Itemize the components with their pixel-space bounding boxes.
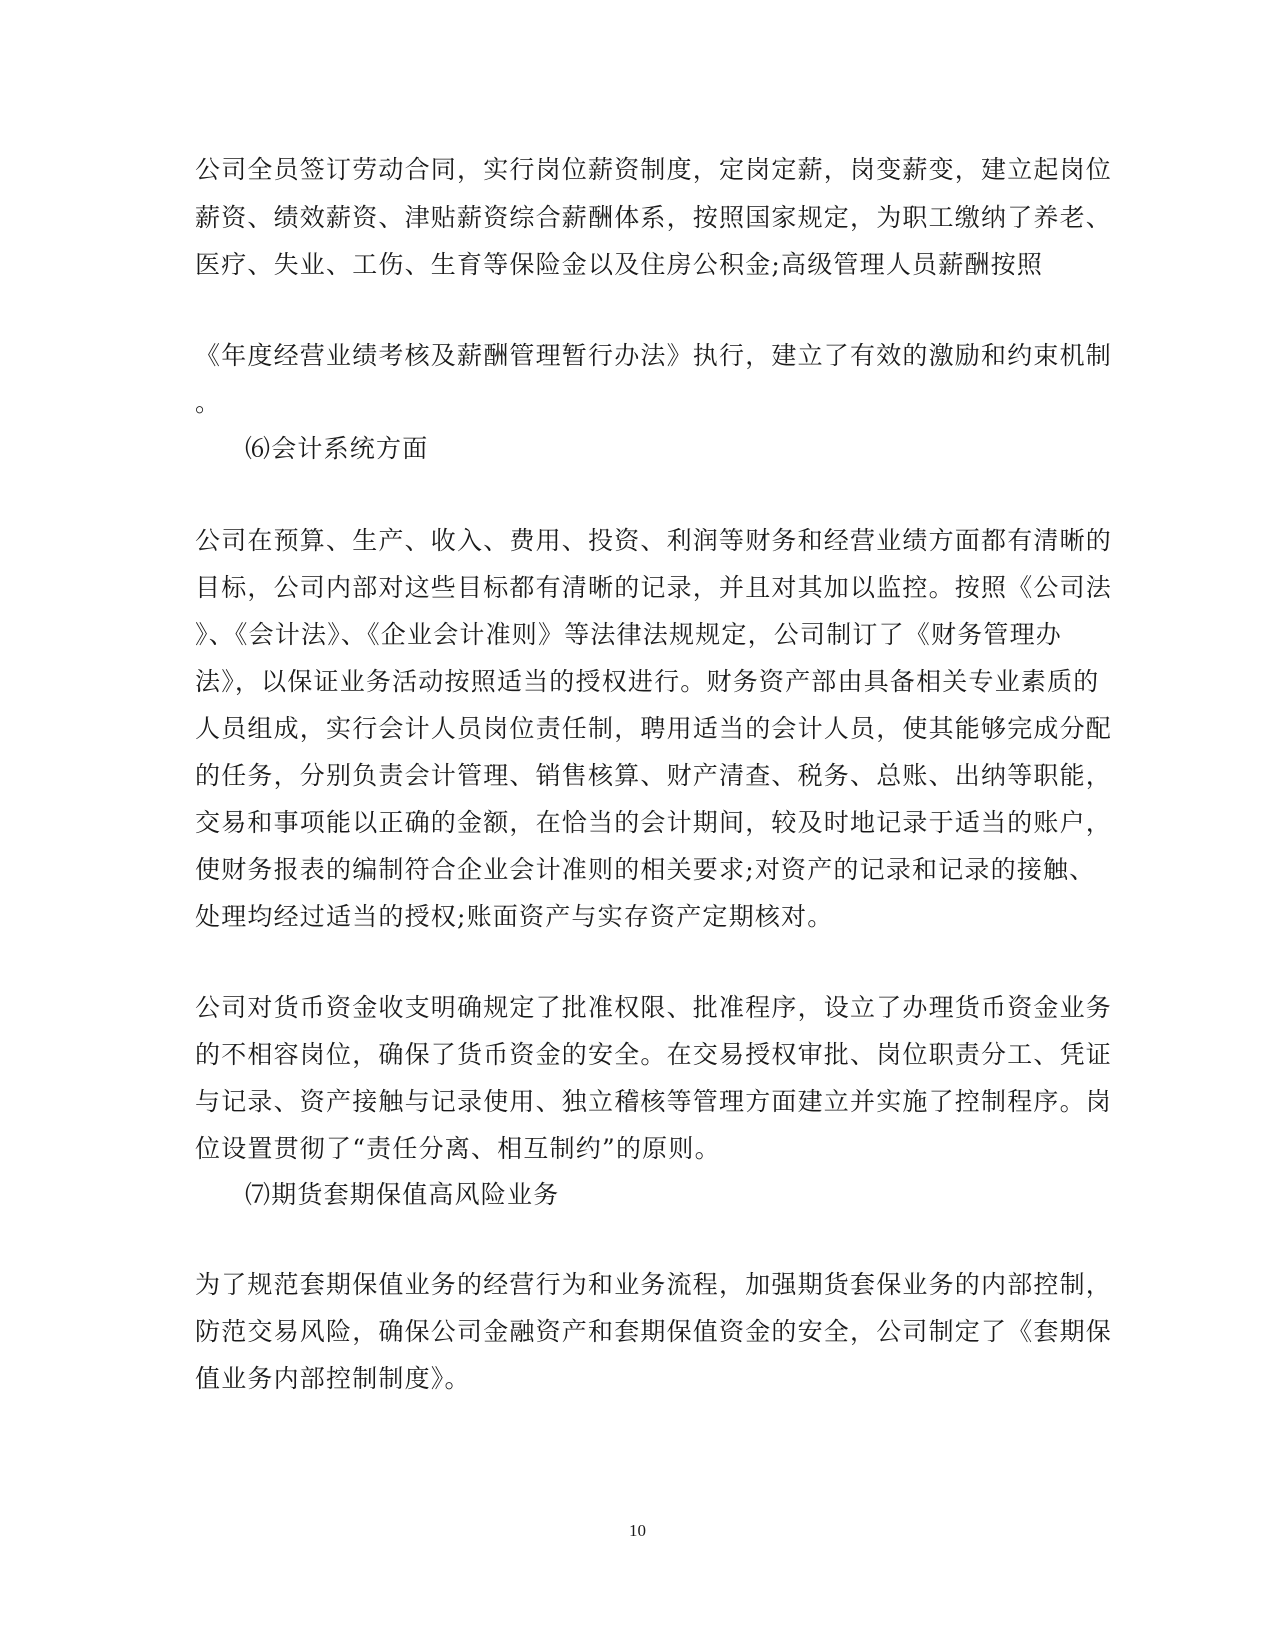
paragraph-1-line-1: 公司全员签订劳动合同，实行岗位薪资制度，定岗定薪，岗变薪变，建立起岗位 xyxy=(195,155,1113,184)
paragraph-3-line-8: 使财务报表的编制符合企业会计准则的相关要求;对资产的记录和记录的接触、 xyxy=(195,855,1096,884)
paragraph-4-line-2: 的不相容岗位，确保了货币资金的安全。在交易授权审批、岗位职责分工、凭证 xyxy=(195,1040,1113,1069)
paragraph-4-line-1: 公司对货币资金收支明确规定了批准权限、批准程序，设立了办理货币资金业务 xyxy=(195,993,1113,1022)
paragraph-3-line-6: 的任务，分别负责会计管理、销售核算、财产清查、税务、总账、出纳等职能， xyxy=(195,761,1113,790)
section-heading-7: ⑺期货套期保值高风险业务 xyxy=(245,1180,560,1209)
paragraph-5-line-3: 值业务内部控制制度》。 xyxy=(195,1364,471,1393)
paragraph-5-line-2: 防范交易风险，确保公司金融资产和套期保值资金的安全，公司制定了《套期保 xyxy=(195,1317,1113,1346)
paragraph-1-line-3: 医疗、失业、工伤、生育等保险金以及住房公积金;高级管理人员薪酬按照 xyxy=(195,250,1044,279)
paragraph-4-line-3: 与记录、资产接触与记录使用、独立稽核等管理方面建立并实施了控制程序。岗 xyxy=(195,1087,1113,1116)
paragraph-3-line-9: 处理均经过适当的授权;账面资产与实存资产定期核对。 xyxy=(195,902,834,931)
paragraph-3-line-3: 》、《会计法》、《企业会计准则》等法律法规规定，公司制订了《财务管理办 xyxy=(195,620,1063,649)
paragraph-3-line-1: 公司在预算、生产、收入、费用、投资、利润等财务和经营业绩方面都有清晰的 xyxy=(195,526,1113,555)
paragraph-2-line-2: 。 xyxy=(195,388,222,417)
paragraph-3-line-4: 法》，以保证业务活动按照适当的授权进行。财务资产部由具备相关专业素质的 xyxy=(195,667,1100,696)
page-number: 10 xyxy=(629,1521,646,1540)
paragraph-3-line-5: 人员组成，实行会计人员岗位责任制，聘用适当的会计人员，使其能够完成分配 xyxy=(195,714,1113,743)
paragraph-2-line-1: 《年度经营业绩考核及薪酬管理暂行办法》执行，建立了有效的激励和约束机制 xyxy=(195,341,1113,370)
paragraph-3-line-2: 目标，公司内部对这些目标都有清晰的记录，并且对其加以监控。按照《公司法 xyxy=(195,573,1113,602)
paragraph-5-line-1: 为了规范套期保值业务的经营行为和业务流程，加强期货套保业务的内部控制， xyxy=(195,1270,1113,1299)
section-heading-6: ⑹会计系统方面 xyxy=(245,434,429,463)
paragraph-1-line-2: 薪资、绩效薪资、津贴薪资综合薪酬体系，按照国家规定，为职工缴纳了养老、 xyxy=(195,203,1113,232)
paragraph-4-line-4: 位设置贯彻了“责任分离、相互制约”的原则。 xyxy=(195,1134,721,1163)
paragraph-3-line-7: 交易和事项能以正确的金额，在恰当的会计期间，较及时地记录于适当的账户， xyxy=(195,808,1113,837)
